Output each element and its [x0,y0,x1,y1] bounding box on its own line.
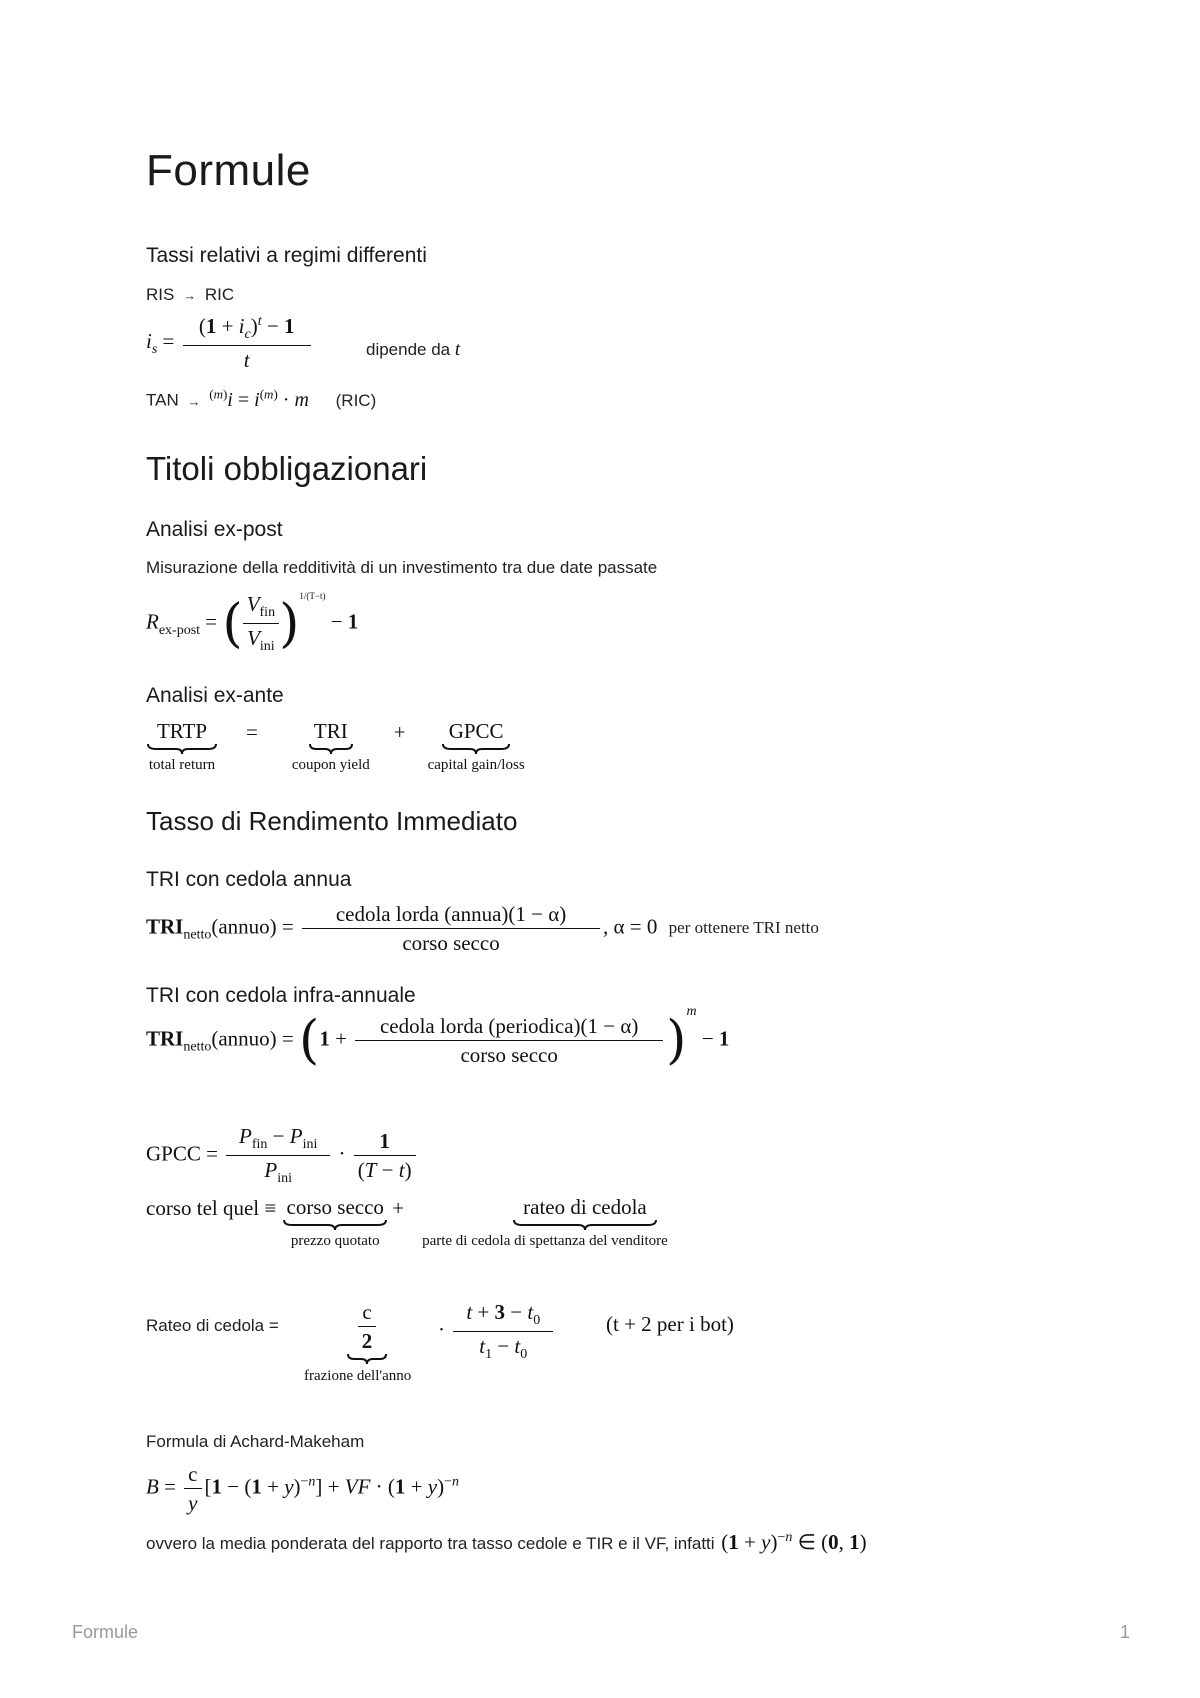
ex-post-description: Misurazione della redditività di un investimento tra due date passate [146,558,658,577]
tan-line: TAN → $^{(m)}i = i^{(m)} \cdot m$ (RIC) [146,386,377,411]
formula-is: $i_s$ = $\frac{(1 + i_c)^t - 1}{t}$ [146,314,314,372]
page-title: Formule [146,146,311,195]
underbrace-icon [512,1219,658,1231]
underbrace-icon [308,743,354,755]
frazione-label: frazione dell'anno [304,1368,412,1384]
formula-trtp: TRTP total return = TRI coupon yield + GPCC capital gain/loss [146,720,525,774]
formula-r-expost: $R_{ex-post}$ = ( $\frac{V_{fin}}{V_{ini}}$ )$^{1/(T-t)}$ − 1 [146,590,359,655]
footer-title: Formule [72,1622,139,1642]
formula-tri-annua: $TRI_{netto}(annuo)$ = $\frac{\text{cedola lorda (annua)(1 − α)}}{\text{corso secco}}$ , α = 0 per ottenere TRI netto [146,902,819,956]
underbrace-icon [441,743,511,755]
brace-tri: TRI coupon yield [291,719,370,774]
underbrace-icon [282,1219,388,1231]
brace-rateo: rateo di cedola parte di cedola di spettanza del venditore [422,1195,668,1250]
ovvero-line: ovvero la media ponderata del rapporto tra tasso cedole e TIR e il VF, infatti $(1 + y)^{-n}$ ∈ (0, 1) [146,1530,867,1554]
page-number: 1 [1120,1622,1131,1642]
bot-note: (t + 2 per i bot) [606,1312,734,1336]
formula-tri-infra: $TRI_{netto}(annuo) = (1$ + $\frac{\text{cedola lorda (periodica)(1 − α)}}{\text{corso secco}}$ )$^m$ − 1 [146,1004,730,1071]
underbrace-icon [146,743,218,755]
section-heading-titoli: Titoli obbligazionari [146,450,428,487]
brace-trtp: TRTP total return [146,720,218,774]
conversion-line [146,285,234,305]
subheading-ex-ante: Analisi ex-ante [146,684,284,707]
subheading-tri-annua: TRI con cedola annua [146,868,352,891]
formula-achard: B = $\frac{c}{y}$ $[1 - (1 + y)^{-n}]$ + VF · $(1 + y)^{-n}$ [146,1462,459,1516]
conv-from: RIS [146,285,175,304]
brace-corso-secco: corso secco prezzo quotato [282,1196,388,1250]
subheading-ex-post: Analisi ex-post [146,518,283,541]
fraction-is: $\frac{(1 + i_c)^t - 1}{t}$ [183,314,311,372]
conv-to: RIC [204,285,235,304]
note-depends-t: dipende da t [366,339,461,360]
formula-rateo-fraction: · $\frac{t + 3 - t_0}{t_1 - t_0}$ [438,1300,556,1364]
subheading-tri-infra: TRI con cedola infra-annuale [146,984,416,1007]
section-heading-tassi: Tassi relativi a regimi differenti [146,244,427,267]
section-heading-tri: Tasso di Rendimento Immediato [146,806,518,836]
formula-corso-tel-quel: corso tel quel ≡ corso secco prezzo quotato + rateo di cedola parte di cedola di spettanza del venditore [146,1195,668,1250]
achard-title: Formula di Achard-Makeham [146,1432,365,1451]
rateo-prefix: Rateo di cedola = [146,1316,279,1335]
brace-gpcc: GPCC capital gain/loss [427,719,525,774]
alpha-note: per ottenere TRI netto [668,918,819,938]
underbrace-icon [346,1353,388,1365]
brace-frazione: $\frac{c}{2}$ [346,1300,388,1365]
tan-note: (RIC) [335,390,377,410]
formula-gpcc: GPCC = $\frac{P_{fin} - P_{ini}}{P_{ini}}$ · $\frac{1}{(T - t)}$ [146,1124,419,1188]
arrow-icon: → [183,288,197,303]
